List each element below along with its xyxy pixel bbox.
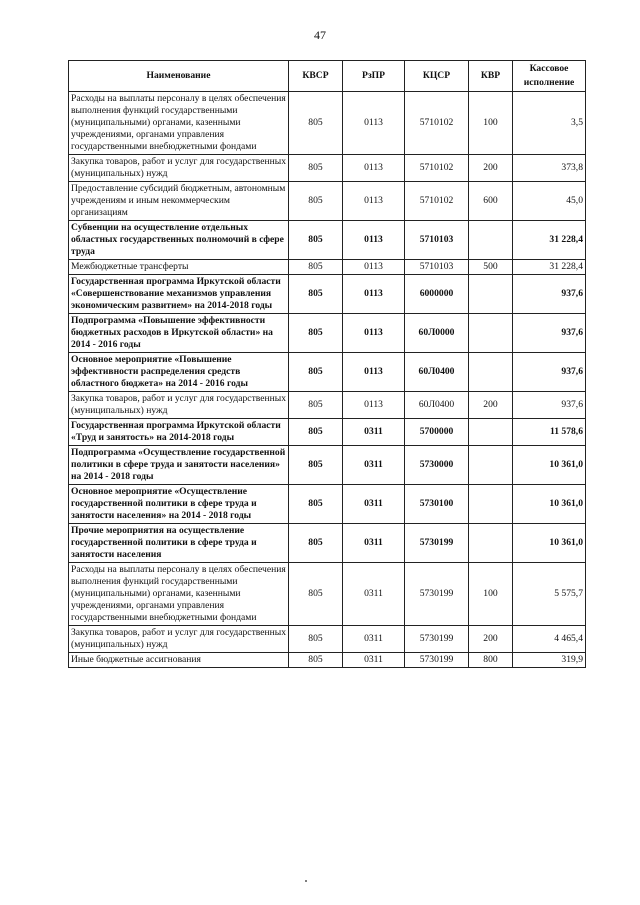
cell-amount: 3,5 [513, 92, 586, 155]
header-amount: Кассовое исполнение [513, 61, 586, 92]
cell-kvsr: 805 [289, 524, 343, 563]
cell-kcsr: 60Л0000 [405, 314, 469, 353]
cell-kvsr: 805 [289, 419, 343, 446]
header-rzpr: РзПР [343, 61, 405, 92]
cell-rzpr: 0113 [343, 182, 405, 221]
cell-kvr: 200 [469, 392, 513, 419]
cell-name: Основное мероприятие «Повышение эффективности распределения средств областного бюджета» на 2014 - 2016 годы [69, 353, 289, 392]
cell-amount: 4 465,4 [513, 626, 586, 653]
header-name: Наименование [69, 61, 289, 92]
table-row [69, 353, 586, 392]
page-number: 47 [314, 28, 326, 42]
cell-kvr: 800 [469, 653, 513, 668]
cell-amount: 10 361,0 [513, 524, 586, 563]
table-row [69, 275, 586, 314]
cell-kvsr: 805 [289, 182, 343, 221]
cell-kcsr: 5730100 [405, 485, 469, 524]
table-row [69, 182, 586, 221]
cell-amount: 5 575,7 [513, 563, 586, 626]
cell-name: Предоставление субсидий бюджетным, автономным учреждениям и иным некоммерческим организациям [69, 182, 289, 221]
cell-kvsr: 805 [289, 653, 343, 668]
table-row [69, 314, 586, 353]
table-row [69, 524, 586, 563]
cell-kvr [469, 419, 513, 446]
cell-kvr: 600 [469, 182, 513, 221]
scan-dot [305, 880, 307, 882]
cell-rzpr: 0311 [343, 626, 405, 653]
cell-amount: 937,6 [513, 392, 586, 419]
cell-kvsr: 805 [289, 275, 343, 314]
cell-name: Подпрограмма «Осуществление государственной политики в сфере труда и занятости населения» на 2014 - 2018 годы [69, 446, 289, 485]
cell-kvr [469, 353, 513, 392]
table-body [69, 92, 586, 668]
table-row [69, 626, 586, 653]
cell-kvr: 500 [469, 260, 513, 275]
cell-kvsr: 805 [289, 260, 343, 275]
cell-rzpr: 0113 [343, 314, 405, 353]
cell-rzpr: 0113 [343, 275, 405, 314]
cell-amount: 319,9 [513, 653, 586, 668]
cell-name: Межбюджетные трансферты [69, 260, 289, 275]
cell-kvr: 200 [469, 626, 513, 653]
cell-amount: 31 228,4 [513, 221, 586, 260]
cell-kcsr: 5710102 [405, 182, 469, 221]
cell-kcsr: 60Л0400 [405, 392, 469, 419]
cell-kvr [469, 221, 513, 260]
cell-rzpr: 0311 [343, 524, 405, 563]
cell-kvsr: 805 [289, 155, 343, 182]
cell-kvsr: 805 [289, 221, 343, 260]
cell-name: Основное мероприятие «Осуществление государственной политики в сфере труда и занятости населения» на 2014 - 2018 годы [69, 485, 289, 524]
cell-name: Государственная программа Иркутской области «Совершенствование механизмов управления экономическим развитием» на 2014-2018 годы [69, 275, 289, 314]
cell-kcsr: 5700000 [405, 419, 469, 446]
cell-name: Закупка товаров, работ и услуг для государственных (муниципальных) нужд [69, 626, 289, 653]
table-row [69, 392, 586, 419]
cell-rzpr: 0311 [343, 563, 405, 626]
cell-kvr: 100 [469, 563, 513, 626]
cell-amount: 373,8 [513, 155, 586, 182]
cell-kcsr: 60Л0400 [405, 353, 469, 392]
cell-rzpr: 0113 [343, 92, 405, 155]
cell-name: Расходы на выплаты персоналу в целях обеспечения выполнения функций государственными (муниципальными) органами, казенными учреждениями, органами управления государственными внебюджетными фондами [69, 563, 289, 626]
cell-rzpr: 0113 [343, 260, 405, 275]
table-row [69, 221, 586, 260]
cell-kvsr: 805 [289, 314, 343, 353]
cell-name: Прочие мероприятия на осуществление государственной политики в сфере труда и занятости населения [69, 524, 289, 563]
cell-kcsr: 6000000 [405, 275, 469, 314]
table-row [69, 260, 586, 275]
cell-kvr: 100 [469, 92, 513, 155]
cell-kvsr: 805 [289, 446, 343, 485]
header-kvsr: КВСР [289, 61, 343, 92]
cell-amount: 11 578,6 [513, 419, 586, 446]
header-kcsr: КЦСР [405, 61, 469, 92]
budget-execution-table [68, 60, 586, 668]
cell-rzpr: 0311 [343, 419, 405, 446]
cell-kcsr: 5710102 [405, 92, 469, 155]
cell-name: Расходы на выплаты персоналу в целях обеспечения выполнения функций государственными (муниципальными) органами, казенными учреждениями, органами управления государственными внебюджетными фондами [69, 92, 289, 155]
header-kvr: КВР [469, 61, 513, 92]
cell-kvr [469, 524, 513, 563]
cell-name: Закупка товаров, работ и услуг для государственных (муниципальных) нужд [69, 392, 289, 419]
cell-kvsr: 805 [289, 92, 343, 155]
cell-rzpr: 0311 [343, 653, 405, 668]
table-row [69, 485, 586, 524]
cell-amount: 937,6 [513, 275, 586, 314]
cell-kcsr: 5730199 [405, 653, 469, 668]
table-row [69, 563, 586, 626]
cell-kcsr: 5730199 [405, 563, 469, 626]
cell-kvr [469, 446, 513, 485]
table-row [69, 92, 586, 155]
cell-name: Подпрограмма «Повышение эффективности бюджетных расходов в Иркутской области» на 2014 - 2016 годы [69, 314, 289, 353]
table-row [69, 419, 586, 446]
cell-name: Иные бюджетные ассигнования [69, 653, 289, 668]
cell-name: Государственная программа Иркутской области «Труд и занятость» на 2014-2018 годы [69, 419, 289, 446]
cell-kvsr: 805 [289, 626, 343, 653]
cell-amount: 31 228,4 [513, 260, 586, 275]
cell-kvsr: 805 [289, 485, 343, 524]
cell-rzpr: 0113 [343, 155, 405, 182]
cell-kvr: 200 [469, 155, 513, 182]
cell-kvsr: 805 [289, 353, 343, 392]
cell-kcsr: 5710102 [405, 155, 469, 182]
cell-amount: 937,6 [513, 314, 586, 353]
cell-kcsr: 5730199 [405, 626, 469, 653]
cell-kvr [469, 485, 513, 524]
cell-kvsr: 805 [289, 392, 343, 419]
cell-kvr [469, 314, 513, 353]
table-row [69, 653, 586, 668]
cell-rzpr: 0311 [343, 446, 405, 485]
cell-name: Субвенции на осуществление отдельных областных государственных полномочий в сфере труда [69, 221, 289, 260]
cell-name: Закупка товаров, работ и услуг для государственных (муниципальных) нужд [69, 155, 289, 182]
cell-kvr [469, 275, 513, 314]
cell-kcsr: 5710103 [405, 260, 469, 275]
table-header-row [69, 61, 586, 92]
cell-rzpr: 0113 [343, 353, 405, 392]
cell-kcsr: 5730000 [405, 446, 469, 485]
cell-kcsr: 5730199 [405, 524, 469, 563]
cell-amount: 10 361,0 [513, 446, 586, 485]
table-row [69, 446, 586, 485]
cell-amount: 10 361,0 [513, 485, 586, 524]
cell-rzpr: 0113 [343, 221, 405, 260]
cell-kcsr: 5710103 [405, 221, 469, 260]
cell-rzpr: 0113 [343, 392, 405, 419]
cell-rzpr: 0311 [343, 485, 405, 524]
cell-amount: 45,0 [513, 182, 586, 221]
cell-kvsr: 805 [289, 563, 343, 626]
table-row [69, 155, 586, 182]
cell-amount: 937,6 [513, 353, 586, 392]
